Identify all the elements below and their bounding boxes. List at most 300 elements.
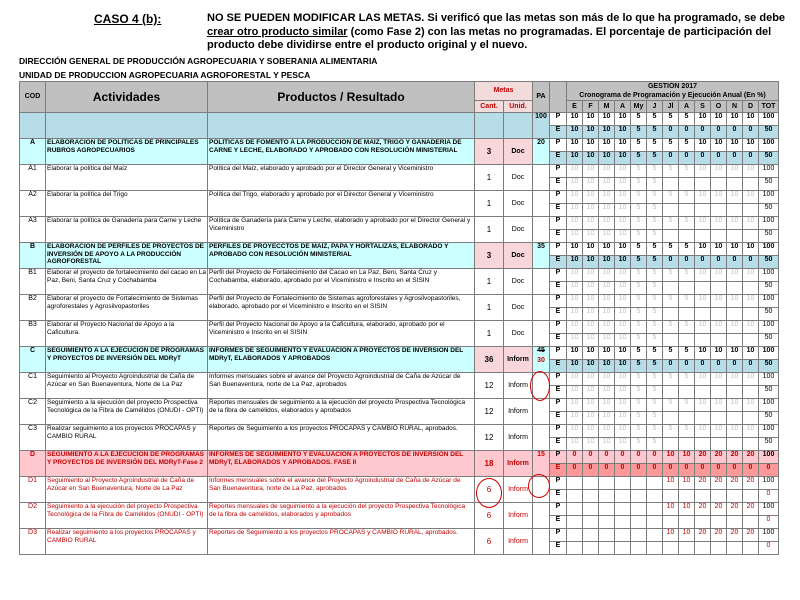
month-value: 20 — [727, 503, 743, 516]
cant-cell: 12 — [475, 399, 504, 425]
month-value: 10 — [743, 425, 759, 438]
month-value — [599, 477, 615, 490]
month-value — [647, 516, 663, 529]
cod-cell: B2 — [20, 295, 46, 321]
month-value — [679, 542, 695, 555]
month-value — [647, 477, 663, 490]
month-value: 5 — [631, 334, 647, 347]
e-label: E — [550, 230, 567, 243]
month-value: 5 — [663, 373, 679, 386]
producto-cell: Política del Trigo, elaborado y aprobado por el Director General y Viceministro — [208, 191, 475, 217]
e-label: E — [550, 152, 567, 165]
month-value: 5 — [647, 178, 663, 191]
month-value — [615, 542, 631, 555]
col-header-productos: Productos / Resultado — [208, 82, 475, 113]
col-header-pa: PA — [533, 82, 550, 113]
cant-cell: 12 — [475, 373, 504, 399]
month-value: 5 — [679, 269, 695, 282]
month-value — [679, 282, 695, 295]
cant-cell — [475, 113, 504, 139]
month-value: 10 — [711, 243, 727, 256]
month-value: 5 — [647, 256, 663, 269]
row-total: 100 — [759, 347, 779, 360]
month-value: 5 — [631, 386, 647, 399]
month-value: 10 — [743, 217, 759, 230]
pa-cell — [533, 243, 550, 269]
month-value — [743, 334, 759, 347]
unid-cell: Inform — [504, 477, 533, 503]
month-value: 10 — [567, 191, 583, 204]
month-value: 10 — [599, 256, 615, 269]
month-value: 10 — [583, 139, 599, 152]
month-value — [599, 490, 615, 503]
pa-cell — [533, 529, 550, 555]
month-value — [743, 178, 759, 191]
month-value: 10 — [583, 243, 599, 256]
month-value — [631, 490, 647, 503]
month-value: 10 — [615, 308, 631, 321]
month-value: 10 — [567, 360, 583, 373]
month-value: 0 — [695, 464, 711, 477]
row-total: 100 — [759, 217, 779, 230]
month-value — [663, 412, 679, 425]
p-label: P — [550, 243, 567, 256]
month-value: 10 — [567, 256, 583, 269]
month-value: 10 — [567, 178, 583, 191]
month-value — [583, 477, 599, 490]
month-value: 0 — [711, 360, 727, 373]
month-value: 5 — [663, 269, 679, 282]
month-value — [743, 516, 759, 529]
month-value: 10 — [679, 503, 695, 516]
month-value: 5 — [631, 321, 647, 334]
pa-value: 45 — [537, 347, 545, 354]
col-header-cant: Cant. — [475, 101, 504, 113]
month-value: 10 — [695, 243, 711, 256]
producto-cell — [208, 113, 475, 139]
cod-cell: D2 — [20, 503, 46, 529]
cant-cell: 3 — [475, 243, 504, 269]
month-value: 0 — [663, 126, 679, 139]
month-value — [663, 204, 679, 217]
month-value: 10 — [583, 386, 599, 399]
month-value: 5 — [679, 113, 695, 126]
row-total: 50 — [759, 256, 779, 269]
month-value: 10 — [727, 269, 743, 282]
month-value: 10 — [695, 217, 711, 230]
pa-cell — [533, 165, 550, 191]
month-value: 10 — [567, 126, 583, 139]
month-value: 10 — [567, 282, 583, 295]
month-value — [615, 529, 631, 542]
month-value: 0 — [695, 360, 711, 373]
month-value — [727, 230, 743, 243]
actividad-cell: Seguimiento al Proyecto Agroindustrial de Caña de Azúcar en San Buenaventura, Norte de La Paz — [46, 373, 208, 399]
month-value: 5 — [663, 191, 679, 204]
month-value: 10 — [727, 243, 743, 256]
month-value: 10 — [743, 191, 759, 204]
month-value — [679, 178, 695, 191]
month-value: 0 — [695, 256, 711, 269]
month-value — [679, 386, 695, 399]
month-value: 10 — [743, 113, 759, 126]
month-value: 5 — [631, 308, 647, 321]
month-value — [695, 490, 711, 503]
month-value — [711, 542, 727, 555]
month-value — [567, 477, 583, 490]
producto-cell: Perfil del Proyecto Nacional de Apoyo a la Caficultura, elaborado, aprobado por el Viceministro e Inscrito en el SISIN — [208, 321, 475, 347]
month-value — [679, 308, 695, 321]
month-value — [647, 529, 663, 542]
month-value: 10 — [599, 113, 615, 126]
month-value — [695, 282, 711, 295]
table-row-activity — [20, 321, 779, 334]
month-value — [727, 334, 743, 347]
table-row-activity — [20, 373, 779, 386]
row-total: 100 — [759, 295, 779, 308]
pa-value: 15 — [537, 451, 545, 458]
month-value: 10 — [583, 399, 599, 412]
month-value — [727, 282, 743, 295]
month-value: 0 — [743, 256, 759, 269]
cod-cell: A1 — [20, 165, 46, 191]
month-value: 10 — [599, 204, 615, 217]
month-value: 10 — [599, 412, 615, 425]
month-value: 5 — [647, 191, 663, 204]
month-value: 0 — [679, 256, 695, 269]
month-value: 10 — [615, 191, 631, 204]
month-value: 0 — [743, 464, 759, 477]
unid-cell — [504, 113, 533, 139]
unid-cell: Inform — [504, 503, 533, 529]
unid-cell: Inform — [504, 529, 533, 555]
month-value — [663, 542, 679, 555]
p-label: P — [550, 165, 567, 178]
month-value: 0 — [711, 126, 727, 139]
month-value: 10 — [711, 139, 727, 152]
month-value — [631, 516, 647, 529]
month-value: 10 — [711, 113, 727, 126]
actividad-cell: Elaborar el proyecto de fortalecimiento del cacao en La Paz, Beni, Santa Cruz y Cochabamba — [46, 269, 208, 295]
actividad-cell: SEGUIMIENTO A LA EJECUCIÓN DE PROGRAMAS Y PROYECTOS DE INVERSIÓN DEL MDRyT-Fase 2 — [46, 451, 208, 477]
month-value: 10 — [583, 126, 599, 139]
month-value: 10 — [583, 230, 599, 243]
unid-cell: Doc — [504, 243, 533, 269]
month-value — [727, 204, 743, 217]
month-value: 10 — [599, 126, 615, 139]
month-value: 5 — [663, 139, 679, 152]
month-value — [647, 503, 663, 516]
month-value — [583, 542, 599, 555]
month-value — [599, 529, 615, 542]
cant-cell: 3 — [475, 139, 504, 165]
month-value: 10 — [599, 334, 615, 347]
producto-cell: Reportes de Seguimiento a los proyectos PROCAPAS y CAMBIO RURAL, aprobados. — [208, 425, 475, 451]
cant-cell: 18 — [475, 451, 504, 477]
table-row-activity — [20, 295, 779, 308]
month-value: 10 — [727, 425, 743, 438]
month-value: 10 — [743, 165, 759, 178]
month-value: 10 — [599, 360, 615, 373]
month-value: 5 — [647, 425, 663, 438]
col-header-metas: Metas — [475, 82, 533, 101]
month-value: 5 — [647, 282, 663, 295]
month-value: 10 — [743, 139, 759, 152]
month-value: 10 — [615, 399, 631, 412]
cant-cell: 1 — [475, 165, 504, 191]
table-row-activity — [20, 269, 779, 282]
month-value: 10 — [583, 308, 599, 321]
cant-cell: 1 — [475, 191, 504, 217]
month-value: 5 — [679, 139, 695, 152]
month-value: 10 — [727, 165, 743, 178]
month-value: 10 — [567, 412, 583, 425]
month-value: 10 — [599, 282, 615, 295]
month-value — [695, 204, 711, 217]
case-text-part2: (como Fase 2) con las metas no programadas. El porcentaje de participación del producto debe dividirse entre el producto original y el nuevo. — [207, 25, 772, 51]
cod-cell: D3 — [20, 529, 46, 555]
month-value: 0 — [567, 464, 583, 477]
p-label: P — [550, 451, 567, 464]
month-value: 10 — [599, 217, 615, 230]
month-value: 10 — [599, 373, 615, 386]
producto-cell: Perfil del Proyecto de Fortalecimiento de Sistemas agroforestales y Agrosilvopastoriles, elaborado, aprobado por el Viceministro e Inscrito en el SISIN — [208, 295, 475, 321]
actividad-cell: Elaborar el Proyecto Nacional de Apoyo a la Caficultura. — [46, 321, 208, 347]
month-value: 10 — [615, 204, 631, 217]
month-value: 10 — [695, 165, 711, 178]
month-value: 10 — [663, 451, 679, 464]
month-value: 10 — [567, 425, 583, 438]
cant-cell: 6 — [475, 503, 504, 529]
month-value: 10 — [679, 451, 695, 464]
table-row-product — [20, 139, 779, 152]
month-value: 0 — [711, 464, 727, 477]
month-value: 5 — [631, 399, 647, 412]
month-value: 20 — [743, 529, 759, 542]
row-total: 100 — [759, 399, 779, 412]
month-value: 0 — [743, 360, 759, 373]
month-value: 5 — [679, 165, 695, 178]
unid-cell: Inform — [504, 425, 533, 451]
pa-cell — [533, 269, 550, 295]
actividad-cell — [46, 113, 208, 139]
month-value: 10 — [599, 230, 615, 243]
p-label: P — [550, 321, 567, 334]
p-label: P — [550, 503, 567, 516]
month-value: 10 — [743, 399, 759, 412]
producto-cell: Informes mensuales sobre el avance del Proyecto Agroindustrial de Caña de Azúcar de San Buenaventura, norte de La Paz, aprobados — [208, 477, 475, 503]
cod-cell: D1 — [20, 477, 46, 503]
month-value: 5 — [679, 399, 695, 412]
month-value — [663, 334, 679, 347]
month-value: 5 — [631, 204, 647, 217]
row-total: 0 — [759, 490, 779, 503]
month-value — [695, 386, 711, 399]
p-label: P — [550, 425, 567, 438]
actividad-cell: Elaborar la política del Trigo — [46, 191, 208, 217]
p-label: P — [550, 399, 567, 412]
month-value — [727, 516, 743, 529]
cod-cell — [20, 113, 46, 139]
month-value: 10 — [615, 217, 631, 230]
month-value: 10 — [711, 191, 727, 204]
month-value: 5 — [631, 256, 647, 269]
pa-cell: 100 — [533, 113, 550, 139]
month-value: 10 — [695, 373, 711, 386]
month-value: 10 — [615, 425, 631, 438]
row-total: 100 — [759, 425, 779, 438]
month-value — [727, 412, 743, 425]
row-total: 100 — [759, 529, 779, 542]
month-value: 10 — [695, 191, 711, 204]
producto-cell: Reportes mensuales de seguimiento a la ejecución del proyecto Prospectiva Tecnológica de la fibra de camélidos, elaborados y aprobados — [208, 503, 475, 529]
month-value: 10 — [567, 373, 583, 386]
unid-cell: Inform — [504, 373, 533, 399]
month-value: 10 — [679, 529, 695, 542]
producto-cell: POLÍTICAS DE FOMENTO A LA PRODUCCIÓN DE MAÍZ, TRIGO Y GANADERÍA DE CARNE Y LECHE, ELABORADO Y APROBADO CON RESOLUCIÓN MINISTERIAL — [208, 139, 475, 165]
e-label: E — [550, 490, 567, 503]
month-value — [727, 178, 743, 191]
month-value: 10 — [615, 152, 631, 165]
month-value — [631, 542, 647, 555]
month-value — [567, 490, 583, 503]
month-value: 10 — [567, 334, 583, 347]
e-label: E — [550, 464, 567, 477]
month-value — [695, 230, 711, 243]
cod-cell: D — [20, 451, 46, 477]
row-total: 50 — [759, 282, 779, 295]
table-row-product — [20, 451, 779, 464]
cod-cell: B1 — [20, 269, 46, 295]
col-header-actividades: Actividades — [46, 82, 208, 113]
producto-cell: Perfil del Proyecto de Fortalecimiento del Cacao en La Paz, Beni, Santa Cruz y Cochabamba, elaborado, aprobado por el Viceministro e Inscrito en el SISIN — [208, 269, 475, 295]
month-value: 20 — [743, 477, 759, 490]
month-value — [663, 386, 679, 399]
pa-cell — [533, 217, 550, 243]
unid-cell: Doc — [504, 269, 533, 295]
table-row-activity — [20, 217, 779, 230]
cant-cell: 1 — [475, 269, 504, 295]
month-value — [663, 282, 679, 295]
month-value — [631, 477, 647, 490]
month-value: 10 — [727, 191, 743, 204]
cant-cell: 6 — [475, 529, 504, 555]
unid-cell: Doc — [504, 139, 533, 165]
month-value: 5 — [679, 191, 695, 204]
month-value: 10 — [599, 165, 615, 178]
row-total: 0 — [759, 542, 779, 555]
month-value: 10 — [743, 347, 759, 360]
p-label: P — [550, 529, 567, 542]
month-value: 5 — [631, 217, 647, 230]
org-line-unidad: UNIDAD DE PRODUCCION AGROPECUARIA AGROFORESTAL Y PESCA — [19, 70, 311, 80]
month-value: 0 — [663, 256, 679, 269]
month-value — [679, 490, 695, 503]
e-label: E — [550, 178, 567, 191]
month-value: 0 — [695, 126, 711, 139]
total-header: TOT — [759, 101, 779, 113]
month-value: 10 — [567, 347, 583, 360]
month-value: 0 — [615, 464, 631, 477]
month-value: 10 — [615, 256, 631, 269]
table-row-activity — [20, 477, 779, 490]
actividad-cell: Seguimiento al Proyecto Agroindustrial de Caña de Azúcar en San Buenaventura, Norte de La Paz — [46, 477, 208, 503]
row-total: 50 — [759, 334, 779, 347]
month-value: 10 — [711, 295, 727, 308]
month-value — [647, 490, 663, 503]
month-value: 0 — [679, 360, 695, 373]
month-header: D — [743, 101, 759, 113]
row-total: 100 — [759, 477, 779, 490]
month-value — [615, 503, 631, 516]
month-value: 10 — [567, 295, 583, 308]
month-value: 5 — [631, 139, 647, 152]
month-value: 0 — [743, 126, 759, 139]
e-label: E — [550, 334, 567, 347]
table-row-product — [20, 347, 779, 360]
pa-cell — [533, 347, 550, 373]
month-value: 10 — [743, 295, 759, 308]
month-value: 10 — [599, 308, 615, 321]
month-value: 10 — [567, 243, 583, 256]
cod-cell: C1 — [20, 373, 46, 399]
pa-cell — [533, 451, 550, 477]
table-row-activity — [20, 503, 779, 516]
month-value — [711, 438, 727, 451]
month-value: 0 — [663, 152, 679, 165]
unid-cell: Inform — [504, 451, 533, 477]
month-header: My — [631, 101, 647, 113]
month-value: 10 — [567, 269, 583, 282]
month-value: 5 — [631, 412, 647, 425]
month-value — [743, 490, 759, 503]
month-value: 0 — [583, 451, 599, 464]
month-value: 10 — [567, 139, 583, 152]
month-value — [583, 503, 599, 516]
actividad-cell: Seguimiento a la ejecución del proyecto Prospectiva Tecnológica de la Fibra de Camélidos (ONUDI - OPTI) — [46, 503, 208, 529]
producto-cell: Reportes mensuales de seguimiento a la ejecución del proyecto Prospectiva Tecnológica de la fibra de camélidos, elaborados y aprobados — [208, 399, 475, 425]
month-value — [679, 516, 695, 529]
row-total: 50 — [759, 412, 779, 425]
month-value: 10 — [567, 152, 583, 165]
unid-cell: Inform — [504, 347, 533, 373]
e-label: E — [550, 256, 567, 269]
month-value: 0 — [679, 126, 695, 139]
pa-cell — [533, 295, 550, 321]
month-value — [711, 204, 727, 217]
month-value — [567, 542, 583, 555]
month-value — [727, 386, 743, 399]
month-header: M — [599, 101, 615, 113]
month-value: 0 — [647, 464, 663, 477]
month-value: 5 — [663, 399, 679, 412]
month-value: 20 — [695, 503, 711, 516]
row-total: 100 — [759, 243, 779, 256]
month-value — [695, 542, 711, 555]
month-value — [615, 477, 631, 490]
row-total: 50 — [759, 230, 779, 243]
month-value: 10 — [599, 425, 615, 438]
month-value: 10 — [663, 477, 679, 490]
month-value: 10 — [583, 321, 599, 334]
month-value: 10 — [599, 139, 615, 152]
month-value: 0 — [631, 451, 647, 464]
month-value: 0 — [679, 464, 695, 477]
table-row-activity — [20, 529, 779, 542]
month-value — [695, 438, 711, 451]
month-value — [679, 438, 695, 451]
month-header: E — [567, 101, 583, 113]
